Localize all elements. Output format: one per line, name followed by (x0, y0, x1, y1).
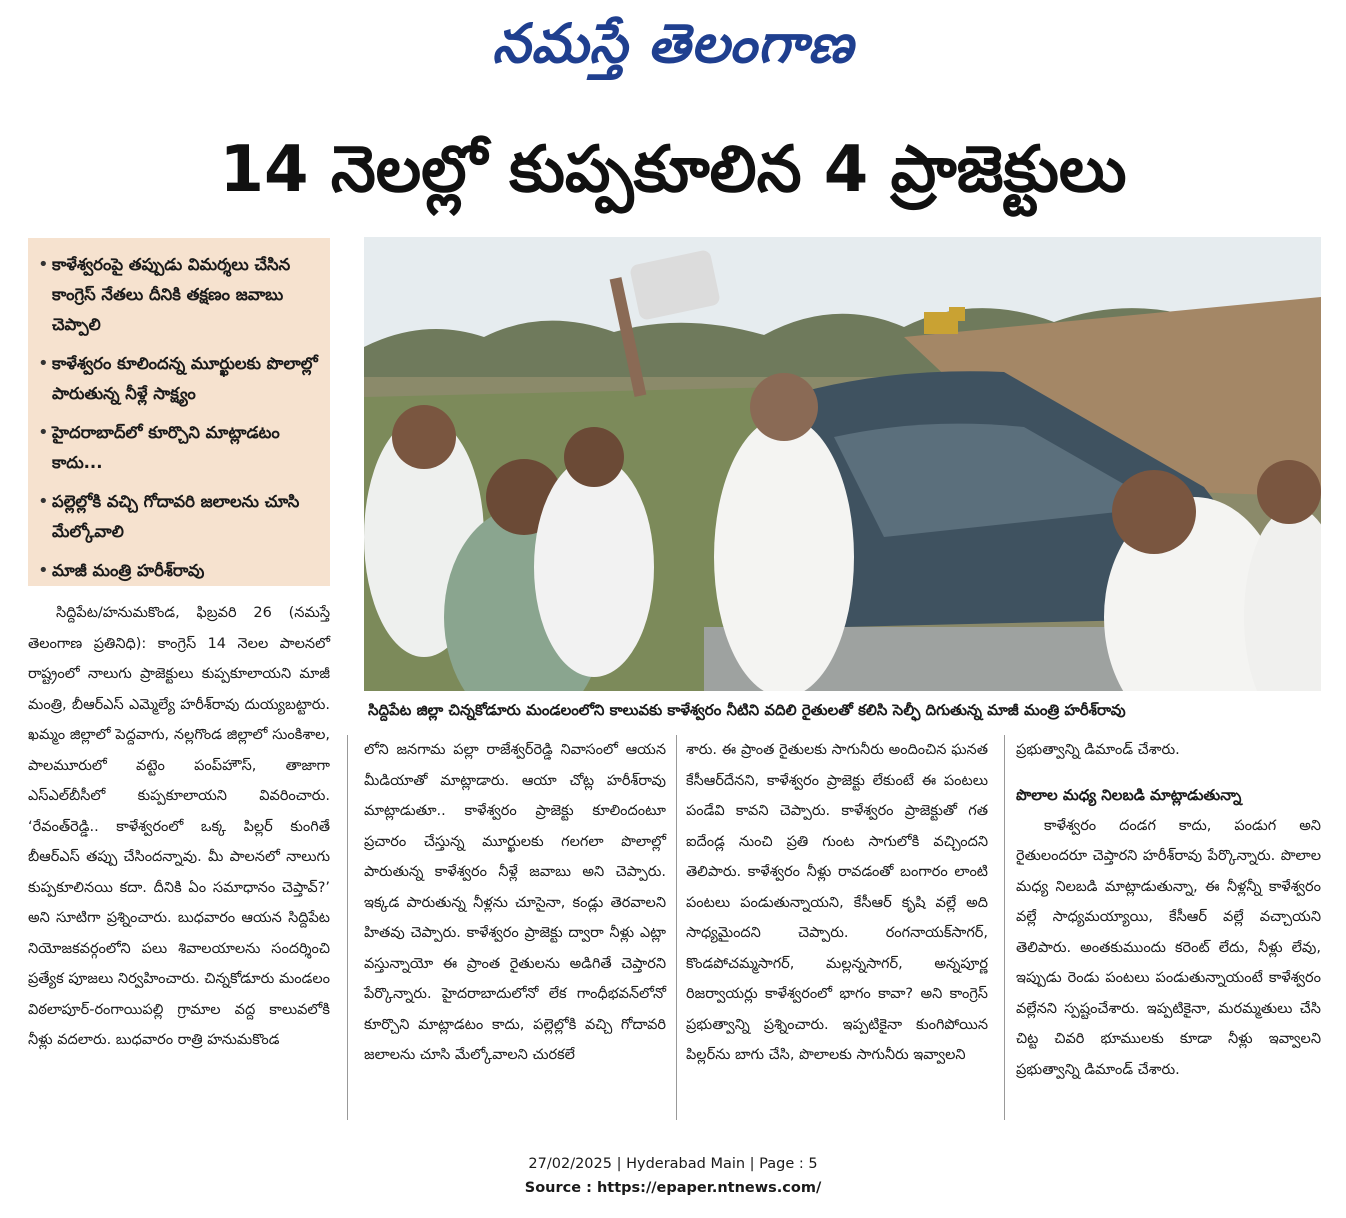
masthead-title: నమస్తే తెలంగాణ (492, 12, 854, 75)
highlight-item (38, 487, 322, 547)
highlight-item (38, 418, 322, 478)
highlight-text: కాళేశ్వరంపై తప్పుడు విమర్శలు చేసిన కాంగ్రెస్ నేతలు దీనికి తక్షణం జవాబు చెప్పాలి (52, 255, 291, 334)
photo-caption: సిద్దిపేట జిల్లా చిన్నకోడూరు మండలంలోని కాలువకు కాళేశ్వరం నీటిని వదిలి రైతులతో కలిసి సెల్ఫీ దిగుతున్న మాజీ మంత్రి హరీశ్‌రావు (368, 701, 1126, 719)
bullet-icon: • (38, 353, 49, 374)
highlight-text: మాజీ మంత్రి హరీశ్‌రావు (52, 561, 205, 580)
highlights-box (28, 238, 330, 586)
bullet-icon: • (38, 560, 49, 581)
bullet-icon: • (38, 491, 49, 512)
column-divider (1004, 735, 1005, 1120)
bullet-icon: • (38, 254, 49, 275)
bullet-icon: • (38, 422, 49, 443)
column-divider (676, 735, 677, 1120)
highlight-text: పల్లెల్లోకి వచ్చి గోదావరి జలాలను చూసి మేల్కోవాలి (52, 492, 300, 541)
highlight-text: కాళేశ్వరం కూలిందన్న మూర్ఖులకు పొలాల్లో పారుతున్న నీళ్లే సాక్ష్యం (52, 354, 318, 403)
highlight-item (38, 556, 322, 586)
footer-date-edition: 27/02/2025 | Hyderabad Main | Page : 5 (528, 1156, 818, 1172)
article-paragraph: శారు. ఈ ప్రాంత రైతులకు సాగునీరు అందించిన ఘనత కేసీఆర్‌దేనని, కాళేశ్వరం ప్రాజెక్టు లేకుంటే ఈ పంటలు పండేవి కావని చెప్పారు. కాళేశ్వరం ప్రాజెక్టుతో గత ఐదేండ్ల నుంచి ప్రతి గుంట సాగులోకి వచ్చిందని తెలిపారు. కాళేశ్వరం నీళ్లు రావడంతో బంగారం లాంటి పంటలు పండుతున్నాయని, కేసీఆర్ కృషి వల్లే అది సాధ్యమైందని చెప్పారు. రంగనాయక్‌సాగర్, కొండపోచమ్మసాగర్, మల్లన్నసాగర్, అన్నపూర్ణ రిజర్వాయర్లు కాళేశ్వరంలో భాగం కావా? అని కాంగ్రెస్ ప్రభుత్వాన్ని ప్రశ్నించారు. ఇప్పటికైనా కుంగిపోయిన పిల్లర్‌ను బాగు చేసి, పొలాలకు సాగునీరు ఇవ్వాలని (686, 742, 988, 1063)
newspaper-masthead (0, 8, 1346, 80)
article-paragraph: కాళేశ్వరం దండగ కాదు, పండుగ అని రైతులందరూ చెప్తారని హరీశ్‌రావు పేర్కొన్నారు. పొలాల మధ్య నిలబడి మాట్లాడుతున్నా, ఈ నీళ్లన్నీ కాళేశ్వరం వల్లే సాధ్యమయ్యాయి, కేసీఆర్ వల్లే వచ్చాయని తెలిపారు. అంతకుముందు కరెంట్ లేదు, నీళ్లు లేవు, ఇప్పుడు రెండు పంటలు పండుతున్నాయంటే కాళేశ్వరం వల్లేనని స్పష్టంచేశారు. ఇప్పటికైనా, మరమ్మతులు చేసి చిట్ట చివరి భూములకు కూడా నీళ్లు ఇవ్వాలని ప్రభుత్వాన్ని డిమాండ్ చేశారు. (1016, 817, 1321, 1078)
article-paragraph: సిద్దిపేట/హనుమకొండ, ఫిబ్రవరి 26 (నమస్తే తెలంగాణ ప్రతినిధి): కాంగ్రెస్ 14 నెలల పాలనలో రాష్ట్రంలో నాలుగు ప్రాజెక్టులు కుప్పకూలాయని మాజీ మంత్రి, బీఆర్‌ఎస్ ఎమ్మెల్యే హరీశ్‌రావు దుయ్యబట్టారు. ఖమ్మం జిల్లాలో పెద్దవాగు, నల్లగొండ జిల్లాలో సుంకిశాల, పాలమూరులో వట్టెం పంప్‌హౌస్, తాజాగా ఎస్‌ఎల్‌బీసీలో కుప్పకూలాయని వివరించారు. ‘రేవంత్‌రెడ్డి.. కాళేశ్వరంలో ఒక్క పిల్లర్ కుంగితే బీఆర్‌ఎస్ తప్పు చేసిందన్నావు. మీ పాలనలో నాలుగు కుప్పకూలినయి కదా. దీనికి ఏం సమాధానం చెప్తావ్?’ అని సూటిగా ప్రశ్నించారు. బుధవారం ఆయన సిద్దిపేట నియోజకవర్గంలోని పలు శివాలయాలను సందర్శించి ప్రత్యేక పూజలు నిర్వహించారు. చిన్నకోడూరు మండలం విఠలాపూర్-రంగాయిపల్లి గ్రామాల వద్ద కాలువలోకి నీళ్లు వదలారు. బుధవారం రాత్రి హనుమకొండ (28, 605, 330, 1048)
highlight-text: హైదరాబాద్‌లో కూర్చొని మాట్లాడటం కాదు... (52, 423, 280, 472)
article-column-2 (364, 735, 666, 1071)
news-photo (364, 237, 1321, 691)
page-headline: 14 నెలల్లో కుప్పకూలిన 4 ప్రాజెక్టులు (219, 133, 1127, 207)
article-column-1 (28, 598, 330, 1056)
article-column-3 (686, 735, 988, 1071)
column-divider (347, 735, 348, 1120)
footer-source: Source : https://epaper.ntnews.com/ (524, 1180, 822, 1196)
article-paragraph: ప్రభుత్వాన్ని డిమాండ్ చేశారు. (1016, 742, 1180, 758)
column-subheading: పొలాల మధ్య నిలబడి మాట్లాడుతున్నా (1016, 786, 1242, 804)
highlight-item (38, 349, 322, 409)
article-paragraph: లోని జనగామ పల్లా రాజేశ్వర్‌రెడ్డి నివాసంలో ఆయన మీడియాతో మాట్లాడారు. ఆయా చోట్ల హరీశ్‌రావు మాట్లాడుతూ.. కాళేశ్వరం ప్రాజెక్టు కూలిందంటూ ప్రచారం చేస్తున్న మూర్ఖులకు గలగలా పొలాల్లో పారుతున్న కాళేశ్వరం నీళ్లే జవాబు అని చెప్పారు. ఇక్కడ పారుతున్న నీళ్లను చూసైనా, కండ్లు తెరవాలని హితవు చెప్పారు. కాళేశ్వరం ప్రాజెక్టు ద్వారా నీళ్లు ఎట్లా వస్తున్నాయో ఈ ప్రాంత రైతులను అడిగితే చెప్తారని పేర్కొన్నారు. హైదరాబాదులోనో లేక గాంధీభవన్‌లోనో కూర్చొని మాట్లాడటం కాదు, పల్లెల్లోకి వచ్చి గోదావరి జలాలను చూసి మేల్కోవాలని చురకలే (364, 742, 666, 1063)
photo-illustration (364, 237, 1321, 691)
highlight-item (38, 250, 322, 340)
